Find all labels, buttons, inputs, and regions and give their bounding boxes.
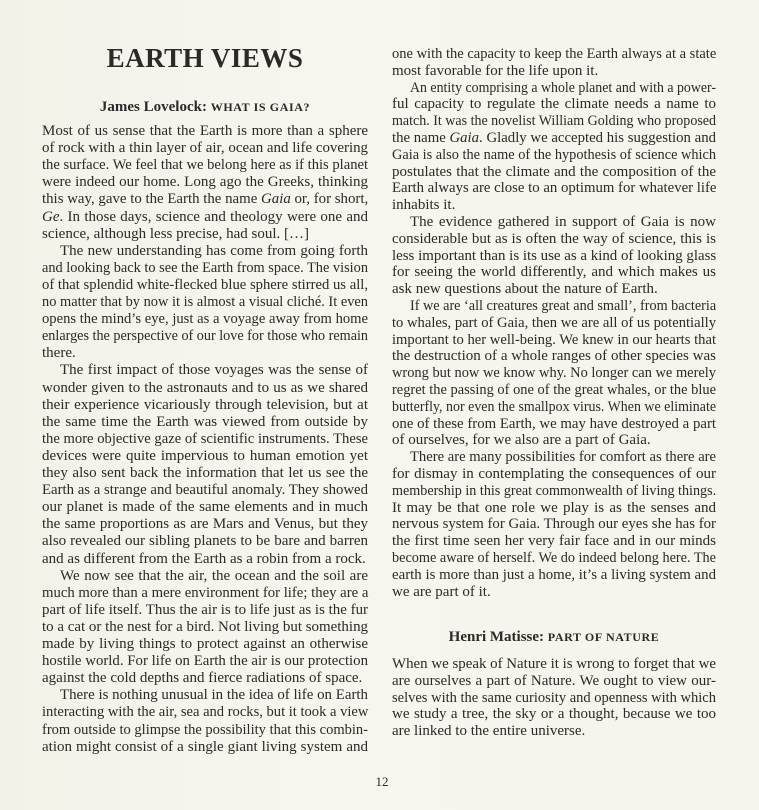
text-line: the destruction of a whole ranges of other species was bbox=[392, 348, 716, 365]
text-line: When we speak of Nature it is wrong to forget that we bbox=[392, 656, 716, 672]
text-line: for dismay in contemplating the consequences of our bbox=[392, 466, 716, 482]
text-line: Gaia is also the name of the hypothesis of science which bbox=[392, 146, 717, 163]
text-line: against the cold depths and fierce radiations of space. bbox=[42, 670, 363, 687]
text-line: butterfly, nor even the smallpox virus. When we eliminate bbox=[392, 398, 716, 415]
text-line: Most of us sense that the Earth is more than a sphere bbox=[42, 123, 368, 139]
text-line: The first impact of those voyages was the sense of bbox=[60, 362, 368, 379]
text-line: of that splendid white-flecked blue sphere stirred us all, bbox=[42, 276, 368, 293]
text-line: of rock with a thin layer of air, ocean and life covering bbox=[42, 140, 368, 157]
text-line: the more objective gaze of scientific instruments. These bbox=[42, 430, 368, 447]
text-line: the first time seen her very fair face and in our minds bbox=[392, 533, 716, 550]
text-line: match. It was the novelist William Golding who proposed bbox=[392, 113, 716, 130]
text-line: are ourselves a part of Nature. We ought to view our- bbox=[392, 672, 716, 689]
text-line: membership in this great commonwealth of living things. bbox=[392, 482, 717, 499]
text-line: wrong but now we know why. No longer can we merely bbox=[392, 365, 716, 382]
text-line: also revealed our sibling planets to be bare and barren bbox=[42, 533, 368, 550]
text-line: the same proportions as are Mars and Venus, but they bbox=[42, 516, 368, 533]
text-line: there. bbox=[42, 345, 76, 362]
text-line: considerable but as is often the way of science, this is bbox=[392, 230, 716, 247]
text-line: less important than is its use as a kind of looking glass bbox=[392, 247, 717, 264]
text-line: of ourselves, for we also are a part of Gaia. bbox=[392, 432, 651, 449]
text-line: opens the mind’s eye, just as a voyage away from home bbox=[42, 311, 368, 328]
text-line: It may be that one role we play is as the senses and bbox=[392, 499, 716, 516]
text-line: become aware of herself. We do indeed belong here. The bbox=[392, 550, 717, 566]
text-line: earth is more than just a home, it’s a living system and bbox=[392, 566, 716, 583]
text-line: most favorable for the life upon it. bbox=[392, 62, 599, 79]
text-line: much more than a mere environment for life; they are a bbox=[42, 584, 369, 601]
text-line: the surface. We feel that we belong here as if this planet bbox=[42, 157, 369, 174]
section-heading-lovelock bbox=[40, 98, 370, 116]
text-line: for seeing the world differently, and which makes us bbox=[392, 264, 716, 281]
italic-term: Gaia bbox=[261, 191, 291, 208]
text-line: ful capacity to regulate the climate needs a name to bbox=[392, 96, 716, 113]
italic-term: Gaia bbox=[449, 130, 480, 146]
text-line: selves with the same curiosity and openness with which bbox=[392, 689, 716, 706]
text-line: are linked to the entire universe. bbox=[392, 723, 586, 740]
text-line: their experience vicariously through television, but at bbox=[42, 396, 368, 413]
section-title: PART OF NATURE bbox=[547, 630, 660, 644]
text-line: enlarges the perspective of our love for those who remain bbox=[42, 328, 369, 345]
text-line: to a cat or the nest for a bird. Not living but something bbox=[42, 618, 369, 635]
text-line: Earth always are close to an optimum for whatever life bbox=[392, 180, 717, 197]
text-line: the name Gaia. Gladly we accepted his suggestion and bbox=[392, 130, 716, 146]
text-line: to whales, part of Gaia, then we are all of us potentially bbox=[392, 314, 716, 331]
text-line: Ge. In those days, science and theology were one and bbox=[42, 208, 368, 225]
page-number: 12 bbox=[375, 774, 389, 789]
italic-term: Ge bbox=[42, 208, 60, 225]
text-line: Earth as a strange and beautiful anomaly. They showed bbox=[42, 482, 368, 499]
text-line: they also sent back the information that let us see the bbox=[42, 465, 368, 481]
text-line: made by living things to protect against an otherwise bbox=[42, 636, 368, 652]
text-line: part of life itself. Thus the air is to life just as is the fur bbox=[42, 601, 368, 618]
text-line: the same time the Earth was viewed from outside by bbox=[42, 413, 368, 430]
text-line: nervous system for Gaia. Through our eyes she has for bbox=[392, 516, 716, 533]
section-author: James Lovelock: bbox=[99, 99, 207, 115]
text-line: If we are ‘all creatures great and small’, from bacteria bbox=[410, 298, 717, 314]
text-line: were indeed our home. Long ago the Greeks, thinking bbox=[42, 174, 368, 191]
section-author: Henri Matisse: bbox=[448, 629, 545, 645]
text-line: wonder given to the astronauts and to us as we shared bbox=[42, 379, 368, 396]
text-line: this way, gave to the Earth the name Gaia or, for short, bbox=[42, 191, 369, 208]
text-line: postulates that the climate and the composition of the bbox=[392, 163, 716, 180]
text-line: important to her well-being. We knew in our hearts that bbox=[392, 331, 716, 348]
text-line: There are many possibilities for comfort as there are bbox=[410, 449, 717, 466]
text-line: The new understanding has come from going forth bbox=[60, 242, 368, 259]
text-line: science, although less precise, had soul. […] bbox=[42, 225, 310, 242]
text-line: The evidence gathered in support of Gaia is now bbox=[410, 214, 716, 230]
text-line: ask new questions about the nature of Earth. bbox=[392, 281, 658, 298]
text-line: ation might consist of a single giant living system and bbox=[42, 738, 368, 755]
text-line: There is nothing unusual in the idea of life on Earth bbox=[60, 687, 368, 704]
text-line: inhabits it. bbox=[392, 197, 456, 214]
text-line: we are part of it. bbox=[392, 583, 491, 600]
text-line: from outside to glimpse the possibility that this combin- bbox=[42, 721, 368, 738]
text-line: no matter that by now it is almost a visual cliché. It even bbox=[42, 294, 368, 310]
page-title: EARTH VIEWS bbox=[106, 43, 304, 73]
text-line: We now see that the air, the ocean and the soil are bbox=[60, 567, 368, 584]
text-line: An entity comprising a whole planet and with a power- bbox=[410, 79, 716, 96]
text-line: devices were quite impervious to human emotion yet bbox=[42, 447, 368, 464]
text-line: we study a tree, the sky or a thought, because we too bbox=[392, 706, 716, 723]
text-line: one of these from Earth, we may have destroyed a part bbox=[392, 415, 716, 432]
text-line: hostile world. For life on Earth the air is our protection bbox=[42, 653, 368, 670]
text-line: one with the capacity to keep the Earth always at a state bbox=[392, 46, 717, 62]
text-line: our planet is made of the same elements and in much bbox=[42, 499, 368, 516]
text-line: and as different from the Earth as a robin from a rock. bbox=[42, 550, 366, 567]
section-title: WHAT IS GAIA? bbox=[210, 100, 311, 114]
text-line: interacting with the air, sea and rocks, but it took a view bbox=[42, 704, 369, 721]
section-heading-matisse bbox=[392, 628, 716, 646]
text-line: regret the passing of one of the great whales, or the blue bbox=[392, 382, 716, 398]
text-line: and looking back to see the Earth from space. The vision bbox=[42, 259, 368, 276]
